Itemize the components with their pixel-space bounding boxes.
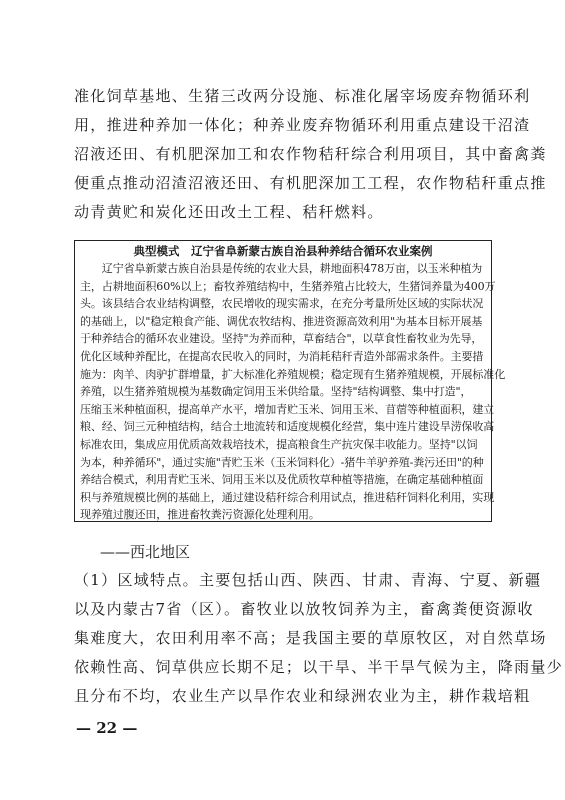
case-study-line: 标准农田，集成应用优质高效栽培技术，提高粮食生产抗灾保丰收能力。坚持"以饲	[80, 437, 478, 451]
text-line: 便重点推动沼渣沼液还田、有机肥深加工工程，农作物秸秆重点推	[74, 174, 547, 192]
text-line: 动青黄贮和炭化还田改土工程、秸秆燃料。	[74, 203, 384, 221]
text-line: 且分布不均，农业生产以旱作农业和绿洲农业为主，耕作栽培粗	[74, 687, 531, 705]
case-study-line: 现养殖过腹还田，推进畜牧粪污资源化处理利用。	[80, 508, 320, 522]
page-number: — 22 —	[76, 719, 138, 737]
case-study-line: 的基础上，以"稳定粮食产能、调优农牧结构、推进资源高效利用"为基本目标开展基	[80, 314, 483, 328]
case-study-line: 压缩玉米种植面积，提高单产水平，增加青贮玉米、饲用玉米、苜蓿等种植面积，建立	[80, 402, 495, 416]
section-heading: ——西北地区	[100, 543, 191, 561]
body-paragraph-1	[74, 82, 547, 227]
case-study-line: 养殖，以生猪养殖规模为基数确定饲用玉米供给量。坚持"结构调整、集中打造"，	[80, 385, 472, 399]
case-study-line: 主，占耕地面积60%以上；畜牧养殖结构中，生猪养殖占比较大，生猪饲养量为400万	[80, 279, 496, 293]
case-study-title: 典型模式 辽宁省阜新蒙古族自治县种养结合循环农业案例	[133, 244, 433, 258]
case-study-line: 为本，种养循环"，通过实施"青贮玉米（玉米饲料化）-猪牛羊驴养殖-粪污还田"的种	[80, 455, 484, 469]
case-study-line: 施为：肉羊、肉驴扩群增量，扩大标准化养殖规模；稳定现有生猪养殖规模，开展标准化	[80, 367, 506, 381]
case-study-line: 于种养结合的循环农业建设。坚持"为养而种，草畜结合"，以草食性畜牧业为先导，	[80, 332, 483, 346]
text-line: 沼液还田、有机肥深加工和农作物秸秆综合利用项目，其中畜禽粪	[74, 145, 547, 163]
text-line: 以及内蒙古7省（区）。畜牧业以放牧饲养为主，畜禽粪便资源收	[74, 600, 534, 618]
text-line: 集难度大，农田利用率不高；是我国主要的草原牧区，对自然草场	[74, 629, 547, 647]
body-paragraph-2	[74, 566, 564, 711]
case-study-line: 辽宁省阜新蒙古族自治县是传统的农业大县，耕地面积478万亩，以玉米种植为	[80, 262, 483, 275]
case-study-line: 优化区域种养配比，在提高农民收入的同时，为消耗秸秆青造外部需求条件。主要措	[80, 349, 484, 363]
case-study-line: 养结合模式，利用青贮玉米、饲用玉米以及优质牧草种植等措施，在确定基础种植面	[80, 473, 484, 487]
case-study-box	[74, 240, 506, 522]
case-study-line: 头。该县结合农业结构调整，农民增收的现实需求，在充分考量所处区域的实际状况	[80, 297, 484, 311]
case-study-line: 粮、经、饲三元种植结构，结合土地流转和适度规模化经营，集中连片建设旱涝保收高	[80, 420, 495, 434]
text-line: （1）区域特点。主要包括山西、陕西、甘肃、青海、宁夏、新疆	[74, 571, 542, 589]
text-line: 依赖性高、饲草供应长期不足；以干旱、半干旱气候为主，降雨量少	[74, 658, 564, 676]
text-line: 准化饲草基地、生猪三改两分设施、标准化屠宰场废弃物循环利	[74, 87, 531, 105]
case-study-line: 积与养殖规模比例的基础上，通过建设秸秆综合利用试点，推进秸秆饲料化利用，实现	[80, 490, 495, 504]
text-line: 用，推进种养加一体化；种养业废弃物循环利用重点建设干沼渣	[74, 116, 531, 134]
